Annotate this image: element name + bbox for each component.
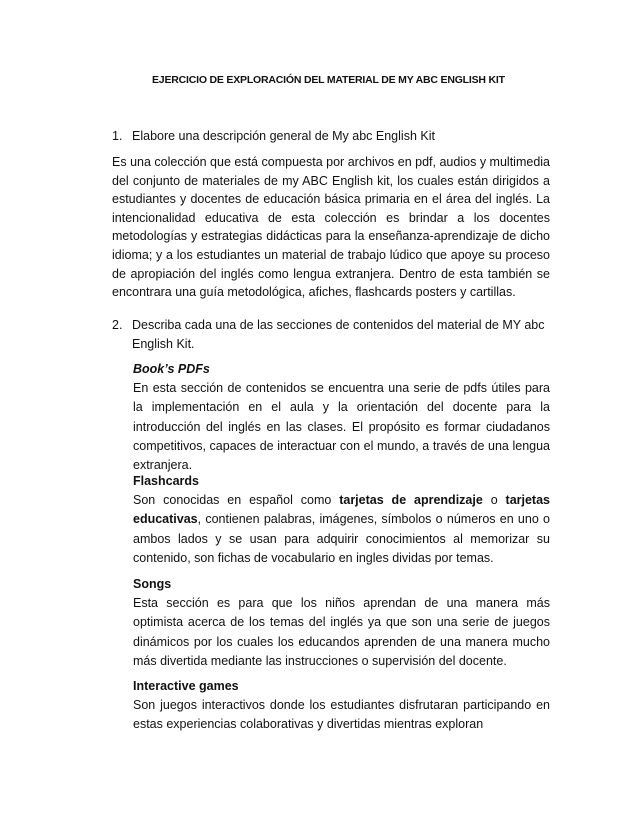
section-body: Esta sección es para que los niños aprendan de una manera más optimista acerca de los temas del inglés ya que son una serie de juegos dinámicos por los cuales los educandos aprenden de una manera mucho más divertida mediante las instrucciones o supervisión del docente.: [133, 596, 550, 668]
section-title: Flashcards: [133, 474, 200, 488]
section-songs: [133, 575, 550, 671]
section-interactive-games: [133, 677, 550, 735]
section-body: Son juegos interactivos donde los estudiantes disfrutaran participando en estas experiencias colaborativas y divertidas mientras exploran: [133, 698, 550, 732]
section-books-pdfs: [133, 360, 550, 475]
answer-1-paragraph: Es una colección que está compuesta por archivos en pdf, audios y multimedia del conjunto de materiales de my ABC English kit, los cuales están dirigidos a estudiantes y docentes de educación básica primaria en el área del inglés. La intencionalidad educativa de esta colección es brindar a los docentes metodologías y estrategias didácticas para la enseñanza-aprendizaje de dicho idioma; y a los estudiantes un material de trabajo lúdico que apoye su proceso de apropiación del inglés como lengua extranjera. Dentro de esta también se encontrara una guía metodológica, afiches, flashcards posters y cartillas.: [112, 155, 550, 300]
question-2: [112, 316, 552, 353]
section-body: [133, 491, 550, 568]
document-title: EJERCICIO DE EXPLORACIÓN DEL MATERIAL DE MY ABC ENGLISH KIT: [152, 74, 505, 86]
question-1-number: 1.: [112, 129, 123, 143]
section-title: Interactive games: [133, 679, 239, 693]
section-flashcards: [133, 472, 550, 568]
question-1-text: Elabore una descripción general de My abc English Kit: [132, 129, 435, 143]
section-title: Songs: [133, 577, 172, 591]
section-body: En esta sección de contenidos se encuentra una serie de pdfs útiles para la implementación en el aula y la orientación del docente para la introducción del inglés en las clases. El propósito es formar ciudadanos competitivos, capaces de interactuar con el mundo, a través de una lengua extranjera.: [133, 381, 550, 473]
body-text: Son conocidas en español como: [133, 493, 340, 508]
body-text: o: [482, 493, 506, 508]
question-2-number: 2.: [112, 318, 123, 332]
bold-term: tarjetas educativas: [133, 493, 551, 527]
body-text: , contienen palabras, imágenes, símbolos o números en uno o ambos lados y se usan para adquirir conocimientos al memorizar su contenido, son fichas de vocabulario en ingles dividas por temas.: [133, 512, 550, 565]
bold-term: tarjetas de aprendizaje: [339, 493, 483, 508]
section-title: Book’s PDFs: [133, 362, 210, 376]
question-2-text: Describa cada una de las secciones de contenidos del material de MY abc English Kit.: [132, 318, 545, 351]
question-1: [112, 127, 552, 146]
